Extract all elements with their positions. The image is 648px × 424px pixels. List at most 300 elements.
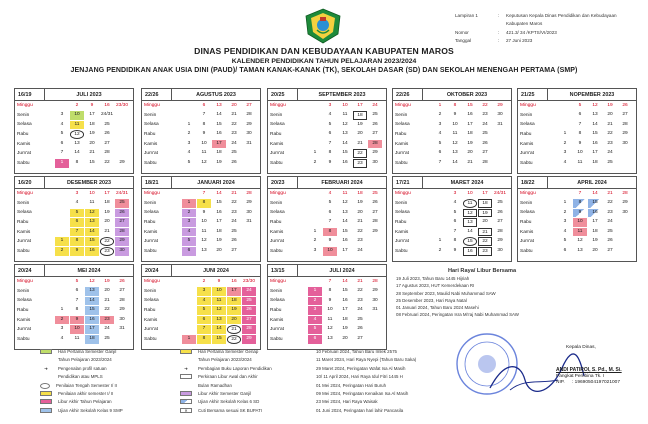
date-cell: 18 [85, 335, 99, 344]
date-cell: 6 [202, 102, 206, 108]
date-cell: 25 [372, 112, 378, 118]
date-cell: 14 [342, 140, 348, 146]
date-cell: 28 [497, 228, 503, 234]
date-cell: 26 [357, 326, 363, 332]
lampiran-block [455, 12, 617, 46]
day-name: Sabtu [270, 248, 283, 254]
day-name: Rabu [270, 308, 282, 314]
date-cell: 29 [372, 228, 378, 234]
date-cell: 7 [202, 190, 206, 196]
date-cell: 18 [216, 150, 222, 156]
date-cell: 22 [231, 121, 237, 127]
month-name: JUNI 2024 [203, 267, 229, 274]
month-header [15, 89, 133, 101]
date-cell: 16 [463, 247, 477, 256]
day-row [142, 237, 260, 247]
legend-label: Hari Pertama Semester Genap [198, 349, 259, 354]
date-cell [308, 199, 322, 208]
date-cell: 25 [104, 121, 110, 127]
date-cell: 24 [357, 248, 363, 254]
date-cell: 10 [342, 102, 348, 108]
date-cell: 27 [357, 336, 363, 342]
date-cell: 17 [89, 112, 95, 118]
date-cell: 8 [453, 238, 457, 244]
date-cell [55, 218, 69, 227]
date-cell: 27 [372, 209, 378, 215]
month-header [393, 177, 511, 189]
date-cell: 1 [55, 237, 69, 246]
date-cell: 30 [622, 209, 628, 215]
date-cell: 27 [622, 112, 628, 118]
date-cell: 14 [592, 190, 598, 196]
month-week-count: 16/20 [15, 177, 45, 188]
date-cell: 24 [104, 326, 110, 332]
date-cell: 12 [201, 238, 207, 244]
legend-item [40, 408, 123, 413]
date-cell: 18 [89, 121, 95, 127]
day-row [15, 315, 133, 325]
month-header [142, 177, 260, 189]
day-row [393, 159, 511, 169]
day-row [268, 296, 386, 306]
date-cell: 6 [70, 218, 84, 227]
date-cell: 12 [85, 209, 99, 218]
day-row [15, 149, 133, 159]
month-week-count: 22/26 [142, 89, 172, 100]
day-row [142, 199, 260, 209]
date-cell: 26 [231, 238, 237, 244]
legend-label: Tahun Pelajaran 2023/2024 [198, 357, 252, 363]
day-name: Senin [144, 112, 157, 118]
date-cell: 25 [357, 316, 363, 322]
day-name: Senin [17, 288, 30, 294]
date-cell: 22 [231, 200, 237, 206]
date-cell [433, 218, 447, 227]
date-cell: 11 [70, 121, 84, 130]
date-cell: 16 [342, 297, 348, 303]
date-cell: 2 [313, 160, 317, 166]
date-cell: 25 [372, 190, 378, 196]
date-cell: 17 [104, 190, 110, 196]
date-cell: 2 [438, 248, 442, 254]
date-cell: 27 [119, 288, 125, 294]
date-cell: 6 [75, 288, 79, 294]
date-cell: 24/31 [493, 190, 506, 196]
date-cell [368, 335, 382, 344]
date-cell: 11 [463, 199, 477, 208]
date-cell: 29 [372, 150, 378, 156]
date-cell: 19 [357, 121, 363, 127]
date-cell: 21 [607, 190, 613, 196]
date-cell: 31 [497, 121, 503, 127]
day-row [142, 130, 260, 140]
date-cell: 3 [308, 306, 322, 315]
date-cell: 2 [313, 238, 317, 244]
date-cell: 29 [246, 121, 252, 127]
date-cell: 16 [342, 238, 348, 244]
date-cell: 8 [75, 307, 79, 313]
date-cell [115, 149, 129, 158]
day-name: Kamis [395, 229, 409, 235]
date-cell [55, 199, 69, 208]
date-cell: 19 [467, 140, 473, 146]
date-cell: 10 [323, 247, 337, 256]
date-cell: 22 [227, 335, 241, 344]
date-cell: 22 [478, 237, 492, 246]
date-cell: 4 [563, 228, 567, 234]
date-cell: 15 [592, 131, 598, 137]
date-cell: 1 [182, 335, 196, 344]
day-row [15, 130, 133, 140]
date-cell: 19 [478, 209, 492, 218]
date-cell [55, 278, 69, 287]
date-cell: 15 [212, 335, 226, 344]
day-name: Rabu [144, 220, 156, 226]
month-calendar [14, 264, 134, 350]
date-cell: 30 [372, 160, 378, 166]
day-name: Selasa [17, 210, 32, 216]
legend-item [40, 357, 112, 362]
sign-rank: : Pembina Tk. I [572, 373, 605, 379]
date-cell: 25 [231, 150, 237, 156]
date-cell: 9 [202, 131, 206, 137]
date-cell: 2 [308, 297, 322, 306]
date-cell: 16 [85, 247, 99, 256]
month-week-count: 18/21 [142, 177, 172, 188]
day-row [142, 335, 260, 345]
date-cell [368, 325, 382, 334]
day-row [393, 208, 511, 218]
date-cell: 2 [202, 278, 206, 284]
date-cell: 24 [242, 287, 256, 296]
day-name: Kamis [17, 317, 31, 323]
date-cell [308, 218, 322, 227]
month-calendar [14, 88, 134, 174]
day-row [268, 208, 386, 218]
date-cell: 15 [89, 160, 95, 166]
day-row [518, 101, 636, 111]
date-cell [115, 121, 129, 130]
date-cell [308, 130, 322, 139]
date-cell: 29 [115, 237, 129, 246]
date-cell: 13 [216, 102, 222, 108]
date-cell: 16 [85, 316, 99, 325]
date-cell: 1 [438, 102, 442, 108]
day-row [142, 111, 260, 121]
date-cell: 23 [482, 112, 488, 118]
date-cell [433, 199, 447, 208]
date-cell: 28 [115, 228, 129, 237]
date-cell [618, 159, 632, 168]
date-cell: 18 [353, 111, 367, 120]
date-cell: 1 [182, 199, 196, 208]
day-row [518, 149, 636, 159]
month-header [268, 89, 386, 101]
day-name: Sabtu [270, 336, 283, 342]
legend-swatch [180, 349, 192, 354]
day-name: Minggu [270, 191, 286, 197]
date-cell: 19 [216, 238, 222, 244]
day-name: Jum'at [17, 239, 31, 245]
date-cell: 22 [104, 307, 110, 313]
day-name: Rabu [17, 308, 29, 314]
holiday-list [396, 268, 606, 318]
date-cell: 12 [201, 160, 207, 166]
date-cell: 4 [453, 200, 457, 206]
date-cell: 6 [197, 316, 211, 325]
day-row [15, 325, 133, 335]
day-name: Minggu [520, 103, 536, 109]
legend-item [40, 391, 113, 396]
date-cell: 24 [372, 102, 378, 108]
month-name: DESEMBER 2023 [66, 179, 112, 186]
day-row [268, 218, 386, 228]
day-name: Sabtu [17, 160, 30, 166]
date-cell [115, 111, 129, 120]
date-cell [308, 102, 322, 111]
date-cell: 13 [452, 150, 458, 156]
date-cell: 21 [357, 278, 363, 284]
day-row [15, 247, 133, 257]
holiday-item: 19 Juli 2023, Tahun Baru 1445 Hijriah [396, 276, 470, 282]
date-cell: 9 [217, 278, 221, 284]
date-cell: 27 [607, 248, 613, 254]
date-cell [558, 121, 572, 130]
day-row [268, 199, 386, 209]
date-cell: 4 [60, 121, 64, 127]
date-cell: 20 [592, 248, 598, 254]
legend-item [180, 383, 232, 388]
date-cell: 14 [216, 112, 222, 118]
lampiran-colon: : [498, 38, 500, 44]
date-cell: 18 [216, 228, 222, 234]
month-calendar [267, 176, 387, 262]
day-name: Selasa [144, 298, 159, 304]
date-cell [368, 247, 382, 256]
date-cell: 19 [342, 326, 348, 332]
date-cell: 21 [607, 121, 613, 127]
date-cell: 27 [482, 150, 488, 156]
date-cell: 6 [578, 112, 582, 118]
date-cell: 19 [357, 200, 363, 206]
date-cell: 29 [119, 160, 125, 166]
date-cell: 23/30 [242, 278, 255, 284]
date-cell: 5 [197, 306, 211, 315]
day-name: Minggu [270, 279, 286, 285]
date-cell: 7 [75, 297, 79, 303]
legend-label: Pengenalan profil satuan [58, 366, 107, 372]
day-name: Minggu [17, 191, 33, 197]
date-cell: 1 [308, 287, 322, 296]
sign-name: ANDI PATIROI, S. Pd., M. Si. [556, 366, 622, 373]
date-cell: 8 [328, 150, 332, 156]
date-cell: 20 [227, 316, 241, 325]
date-cell: 13 [74, 140, 80, 146]
day-name: Rabu [270, 132, 282, 138]
date-cell: 1 [313, 150, 317, 156]
date-cell: 5 [563, 238, 567, 244]
date-cell: 5 [328, 200, 332, 206]
date-cell: 9 [328, 297, 332, 303]
month-header [15, 177, 133, 189]
date-cell: 19 [607, 102, 613, 108]
date-cell: 16 [216, 131, 222, 137]
date-cell: 15 [216, 121, 222, 127]
date-cell [115, 335, 129, 344]
day-row [142, 325, 260, 335]
date-cell [618, 237, 632, 246]
month-name: SEPTEMBER 2023 [318, 91, 366, 98]
date-cell: 12 [70, 130, 84, 139]
date-cell [558, 111, 572, 120]
date-cell: 9 [328, 238, 332, 244]
legend-item [180, 349, 258, 354]
date-cell: 14 [592, 121, 598, 127]
date-cell [493, 149, 507, 158]
day-row [393, 139, 511, 149]
day-row [142, 227, 260, 237]
day-row [393, 218, 511, 228]
legend-box-icon [180, 374, 192, 379]
day-name: Selasa [395, 122, 410, 128]
day-row [393, 101, 511, 111]
legend-item [40, 349, 116, 354]
month-header [268, 177, 386, 189]
date-cell: 26 [242, 306, 256, 315]
date-cell: 13 [201, 248, 207, 254]
day-name: Sabtu [520, 160, 533, 166]
date-cell: 13 [592, 112, 598, 118]
date-cell [308, 140, 322, 149]
date-cell: 10 [577, 150, 583, 156]
day-name: Rabu [520, 220, 532, 226]
lampiran-value: 421.3/ 34 /KPTS/VI/2023 [506, 29, 557, 35]
date-cell: 1 [438, 238, 442, 244]
day-row [268, 120, 386, 130]
day-row [518, 218, 636, 228]
date-cell: 11 [212, 297, 226, 306]
date-cell: 20 [482, 219, 488, 225]
date-cell [182, 306, 196, 315]
date-cell: 3 [453, 190, 457, 196]
day-name: Sabtu [144, 160, 157, 166]
day-row [142, 120, 260, 130]
date-cell: 11 [342, 112, 348, 118]
date-cell: 25 [242, 297, 256, 306]
date-cell: 1 [563, 200, 567, 206]
date-cell: 13 [85, 287, 99, 296]
month-calendar [14, 176, 134, 262]
month-name: JANUARI 2024 [197, 179, 235, 186]
legend-label: Pendidikan atau MPLS [58, 374, 103, 380]
date-cell: 8 [578, 131, 582, 137]
date-cell: 23/30 [115, 102, 128, 108]
date-cell: 23 [100, 316, 114, 325]
month-week-count: 20/23 [268, 177, 298, 188]
date-cell: 12 [89, 278, 95, 284]
month-name: MEI 2024 [77, 267, 101, 274]
date-cell: 6 [308, 335, 322, 344]
day-row [268, 247, 386, 257]
date-cell: 20 [104, 288, 110, 294]
date-cell: 4 [328, 112, 332, 118]
date-cell: 5 [453, 209, 457, 215]
lampiran-colon: : [498, 29, 500, 35]
day-row [15, 189, 133, 199]
date-cell [242, 149, 256, 158]
month-week-count: 17/21 [393, 177, 423, 188]
date-cell [242, 247, 256, 256]
day-row [268, 227, 386, 237]
day-name: Sabtu [17, 248, 30, 254]
day-name: Selasa [270, 122, 285, 128]
date-cell: 24 [357, 307, 363, 313]
date-cell [308, 121, 322, 130]
date-cell [115, 130, 129, 139]
day-name: Rabu [270, 220, 282, 226]
month-calendar [141, 264, 261, 350]
day-name: Jum'at [395, 151, 409, 157]
month-week-count: 21/25 [518, 89, 548, 100]
date-cell: 21 [357, 219, 363, 225]
day-name: Selasa [395, 210, 410, 216]
day-row [15, 277, 133, 287]
day-row [142, 277, 260, 287]
date-cell [115, 140, 129, 149]
day-name: Minggu [270, 103, 286, 109]
month-header [142, 265, 260, 277]
legend-label: Ujian Akhir Sekolah Kelas 6 SD [198, 399, 260, 405]
date-cell [55, 297, 69, 306]
date-cell [618, 149, 632, 158]
legend-label: Cuti Bersama sesuai SK BUPATI [198, 407, 263, 413]
date-cell: 24 [482, 121, 488, 127]
date-cell: 14 [452, 160, 458, 166]
day-name: Rabu [17, 132, 29, 138]
legend-label: Penilaian Tengah Semester I/ II [56, 383, 117, 389]
date-cell: 29 [372, 288, 378, 294]
day-row [268, 189, 386, 199]
day-name: Senin [520, 112, 533, 118]
day-row [393, 199, 511, 209]
legend-arrow-icon: ➜ [184, 365, 188, 371]
day-row [15, 111, 133, 121]
date-cell: 29 [119, 307, 125, 313]
date-cell: 20 [357, 131, 363, 137]
day-row [518, 199, 636, 209]
date-cell: 17 [482, 190, 488, 196]
legend-label: Ujian Akhir Sekolah Kelas 9 SMP [58, 407, 123, 413]
day-row [15, 208, 133, 218]
day-row [142, 139, 260, 149]
date-cell [182, 325, 196, 334]
holiday-item: 08 Februari 2024, Peringatan Isra Mi'raj Nabi Muhammad SAW [396, 312, 519, 318]
date-cell: 20 [607, 112, 613, 118]
month-week-count: 20/25 [268, 89, 298, 100]
date-cell: 21 [467, 160, 473, 166]
date-cell: 9 [202, 209, 206, 215]
date-cell: 16 [104, 102, 110, 108]
month-calendar [517, 176, 637, 262]
day-row [393, 247, 511, 257]
day-row [15, 139, 133, 149]
date-cell: 5 [187, 160, 191, 166]
date-cell: 19 [104, 209, 110, 215]
legend-holiday: 29 Maret 2024, Peringatan Wafat Isa Al Masih [316, 365, 406, 371]
date-cell: 31 [372, 307, 378, 313]
date-cell [618, 247, 632, 256]
day-name: Sabtu [144, 248, 157, 254]
